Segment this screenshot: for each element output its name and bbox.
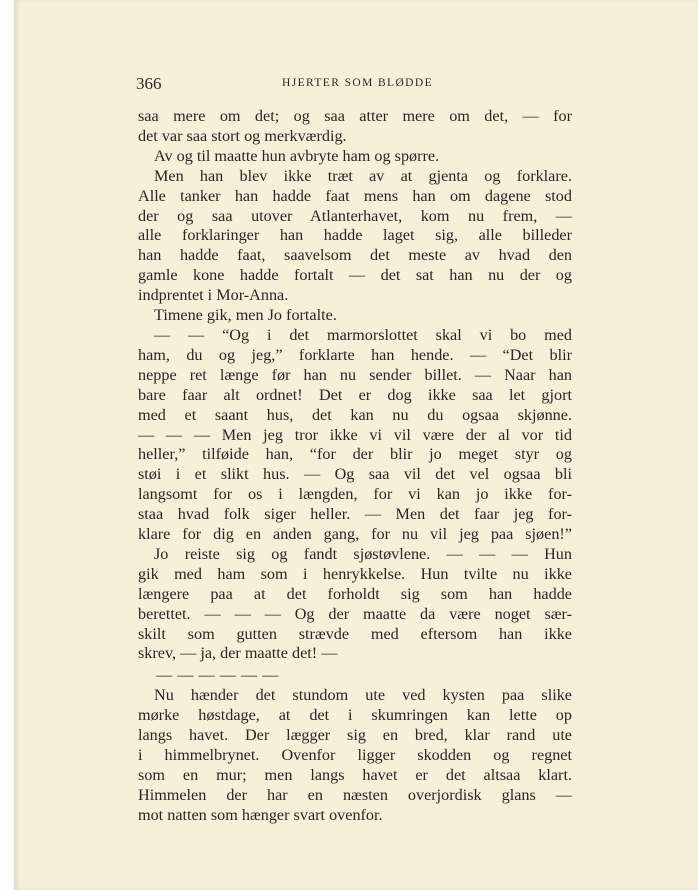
- text-line: langsomt for os i længden, for vi kan jo ikke for-: [138, 485, 572, 504]
- text-line: neppe ret længe før han nu sender billet. — Naar han: [138, 365, 572, 384]
- text-line: berettet. — — — Og der maatte da være noget sær-: [138, 604, 572, 623]
- book-page: [14, 0, 698, 890]
- text-line: Jo reiste sig og fandt sjøstøvlene. — — — Hun: [154, 544, 572, 563]
- text-line: Timene gik, men Jo fortalte.: [154, 306, 337, 325]
- text-line: længere paa at det forholdt sig som han hadde: [138, 584, 572, 603]
- text-line: skilt som gutten strævde med eftersom han ikke: [138, 624, 572, 643]
- text-line: som en mur; men langs havet er det altsaa klart.: [138, 766, 572, 784]
- text-line: bare faar alt ordnet! Det er dog ikke saa let gjort: [138, 385, 572, 404]
- text-line: Himmelen der har en næsten overjordisk glans —: [138, 785, 572, 804]
- text-line: det var saa stort og merkværdig.: [138, 126, 347, 145]
- text-line: med et saant hus, det kan nu du ogsaa skjønne.: [138, 405, 572, 424]
- text-line: — — “Og i det marmorslottet skal vi bo med: [154, 325, 572, 344]
- page-header: [136, 74, 576, 94]
- text-line: indprentet i Mor-Anna.: [138, 286, 289, 305]
- text-line: skrev, — ja, der maatte det! —: [138, 644, 338, 663]
- text-line: Men han blev ikke træt av at gjenta og forklare.: [154, 166, 572, 185]
- text-line: gamle kone hadde fortalt — det sat han nu der og: [138, 266, 572, 285]
- text-line: i himmelbrynet. Ovenfor ligger skodden og regnet: [138, 746, 572, 765]
- text-line: — — — Men jeg tror ikke vi vil være der al vor tid: [138, 425, 572, 444]
- text-line: han hadde faat, saavelsom det meste av hvad den: [138, 246, 572, 265]
- body-text: [138, 107, 572, 826]
- text-line: ham, du og jeg,” forklarte han hende. — “Det blir: [138, 345, 572, 364]
- text-line: langs havet. Der lægger sig en bred, klar rand ute: [138, 726, 572, 745]
- text-line: staa hvad folk siger heller. — Men det faar jeg for-: [138, 505, 572, 524]
- text-line: Nu hænder det stundom ute ved kysten paa slike: [154, 686, 572, 705]
- text-line: støi i et slikt hus. — Og saa vil det vel ogsaa bli: [138, 465, 572, 484]
- text-line: heller,” tilføide han, “for der blir jo meget styr og: [138, 445, 572, 464]
- text-line: gik med ham som i henrykkelse. Hun tvilte nu ikke: [138, 564, 572, 583]
- section-break: — — — — — —: [156, 666, 279, 685]
- text-line: Av og til maatte hun avbryte ham og spørre.: [154, 146, 440, 165]
- page-number: 366: [136, 74, 162, 93]
- text-line: alle forklaringer han hadde laget sig, alle billeder: [138, 226, 572, 245]
- text-line: klare for dig en anden gang, for nu vil jeg paa sjøen!”: [138, 525, 572, 544]
- running-title: HJERTER SOM BLØDDE: [282, 77, 434, 89]
- text-line: der og saa utover Atlanterhavet, kom nu frem, —: [138, 206, 572, 225]
- text-line: Alle tanker han hadde faat mens han om dagene stod: [138, 186, 572, 205]
- text-line: mot natten som hænger svart ovenfor.: [138, 805, 383, 824]
- text-line: mørke høstdage, at det i skumringen kan lette op: [138, 706, 572, 725]
- text-line: saa mere om det; og saa atter mere om det, — for: [138, 107, 572, 125]
